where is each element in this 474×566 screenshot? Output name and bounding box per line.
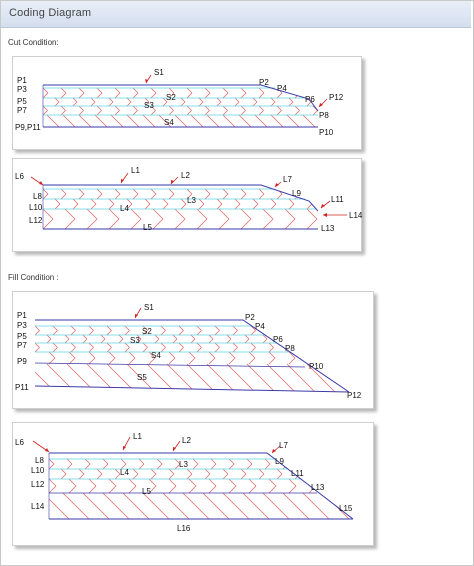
label-p2: P2 [259, 78, 269, 87]
label-p10: P10 [309, 362, 324, 371]
label-p1: P1 [17, 76, 27, 85]
fill-points-diagram [12, 291, 374, 409]
label-l11: L11 [331, 195, 344, 204]
cut-points-drawing [13, 57, 361, 149]
label-p12: P12 [329, 93, 344, 102]
label-l15: L15 [339, 504, 353, 513]
label-p9-p11: P9,P11 [15, 123, 41, 132]
label-s2: S2 [166, 93, 176, 102]
label-p7: P7 [17, 341, 27, 350]
label-l10: L10 [31, 466, 45, 475]
label-l12: L12 [31, 480, 45, 489]
label-p6: P6 [273, 335, 283, 344]
label-l16: L16 [177, 524, 191, 533]
label-p12: P12 [347, 391, 362, 400]
label-s4: S4 [164, 118, 174, 127]
label-l1: L1 [131, 166, 140, 175]
fill-condition-label: Fill Condition : [8, 273, 59, 282]
label-p10: P10 [319, 128, 334, 137]
label-p3: P3 [17, 85, 27, 94]
label-s3: S3 [144, 101, 154, 110]
label-l4: L4 [120, 468, 129, 477]
label-l2: L2 [181, 171, 190, 180]
label-l5: L5 [143, 223, 152, 232]
fill-points-drawing [13, 292, 373, 408]
fill-links-diagram [12, 422, 374, 546]
label-l6: L6 [15, 438, 24, 447]
label-s1: S1 [144, 303, 154, 312]
label-l13: L13 [321, 224, 335, 233]
label-l13: L13 [311, 483, 325, 492]
label-p5: P5 [17, 97, 27, 106]
label-l6: L6 [15, 172, 24, 181]
cut-condition-label: Cut Condition: [8, 38, 59, 47]
label-s2: S2 [142, 327, 152, 336]
label-l9: L9 [275, 457, 284, 466]
label-l7: L7 [279, 441, 288, 450]
cut-links-drawing [13, 159, 361, 251]
label-p3: P3 [17, 321, 27, 330]
label-p9: P9 [17, 357, 27, 366]
label-p11: P11 [15, 383, 29, 392]
label-l4: L4 [120, 204, 129, 213]
label-l8: L8 [33, 192, 42, 201]
label-p6: P6 [305, 95, 315, 104]
panel-header [1, 1, 471, 28]
label-l14: L14 [31, 502, 45, 511]
label-l14: L14 [349, 211, 363, 220]
label-l3: L3 [179, 460, 188, 469]
fill-links-drawing [13, 423, 373, 545]
label-l2: L2 [182, 436, 191, 445]
label-p5: P5 [17, 332, 27, 341]
label-l3: L3 [187, 196, 196, 205]
label-p7: P7 [17, 106, 27, 115]
label-p8: P8 [285, 344, 295, 353]
label-s4: S4 [151, 351, 161, 360]
panel-title: Coding Diagram [9, 7, 92, 19]
label-l9: L9 [292, 189, 301, 198]
label-l12: L12 [29, 216, 43, 225]
label-p1: P1 [17, 311, 27, 320]
label-s5: S5 [137, 373, 147, 382]
label-l8: L8 [35, 456, 44, 465]
label-l10: L10 [29, 203, 43, 212]
label-l5: L5 [142, 487, 151, 496]
label-l11: L11 [291, 469, 304, 478]
cut-points-diagram [12, 56, 362, 150]
label-l7: L7 [283, 175, 292, 184]
label-p8: P8 [319, 111, 329, 120]
label-p4: P4 [255, 322, 265, 331]
label-s3: S3 [130, 336, 140, 345]
label-p2: P2 [245, 313, 255, 322]
label-s1: S1 [154, 68, 164, 77]
label-p4: P4 [277, 84, 287, 93]
label-l1: L1 [133, 432, 142, 441]
cut-links-diagram [12, 158, 362, 252]
